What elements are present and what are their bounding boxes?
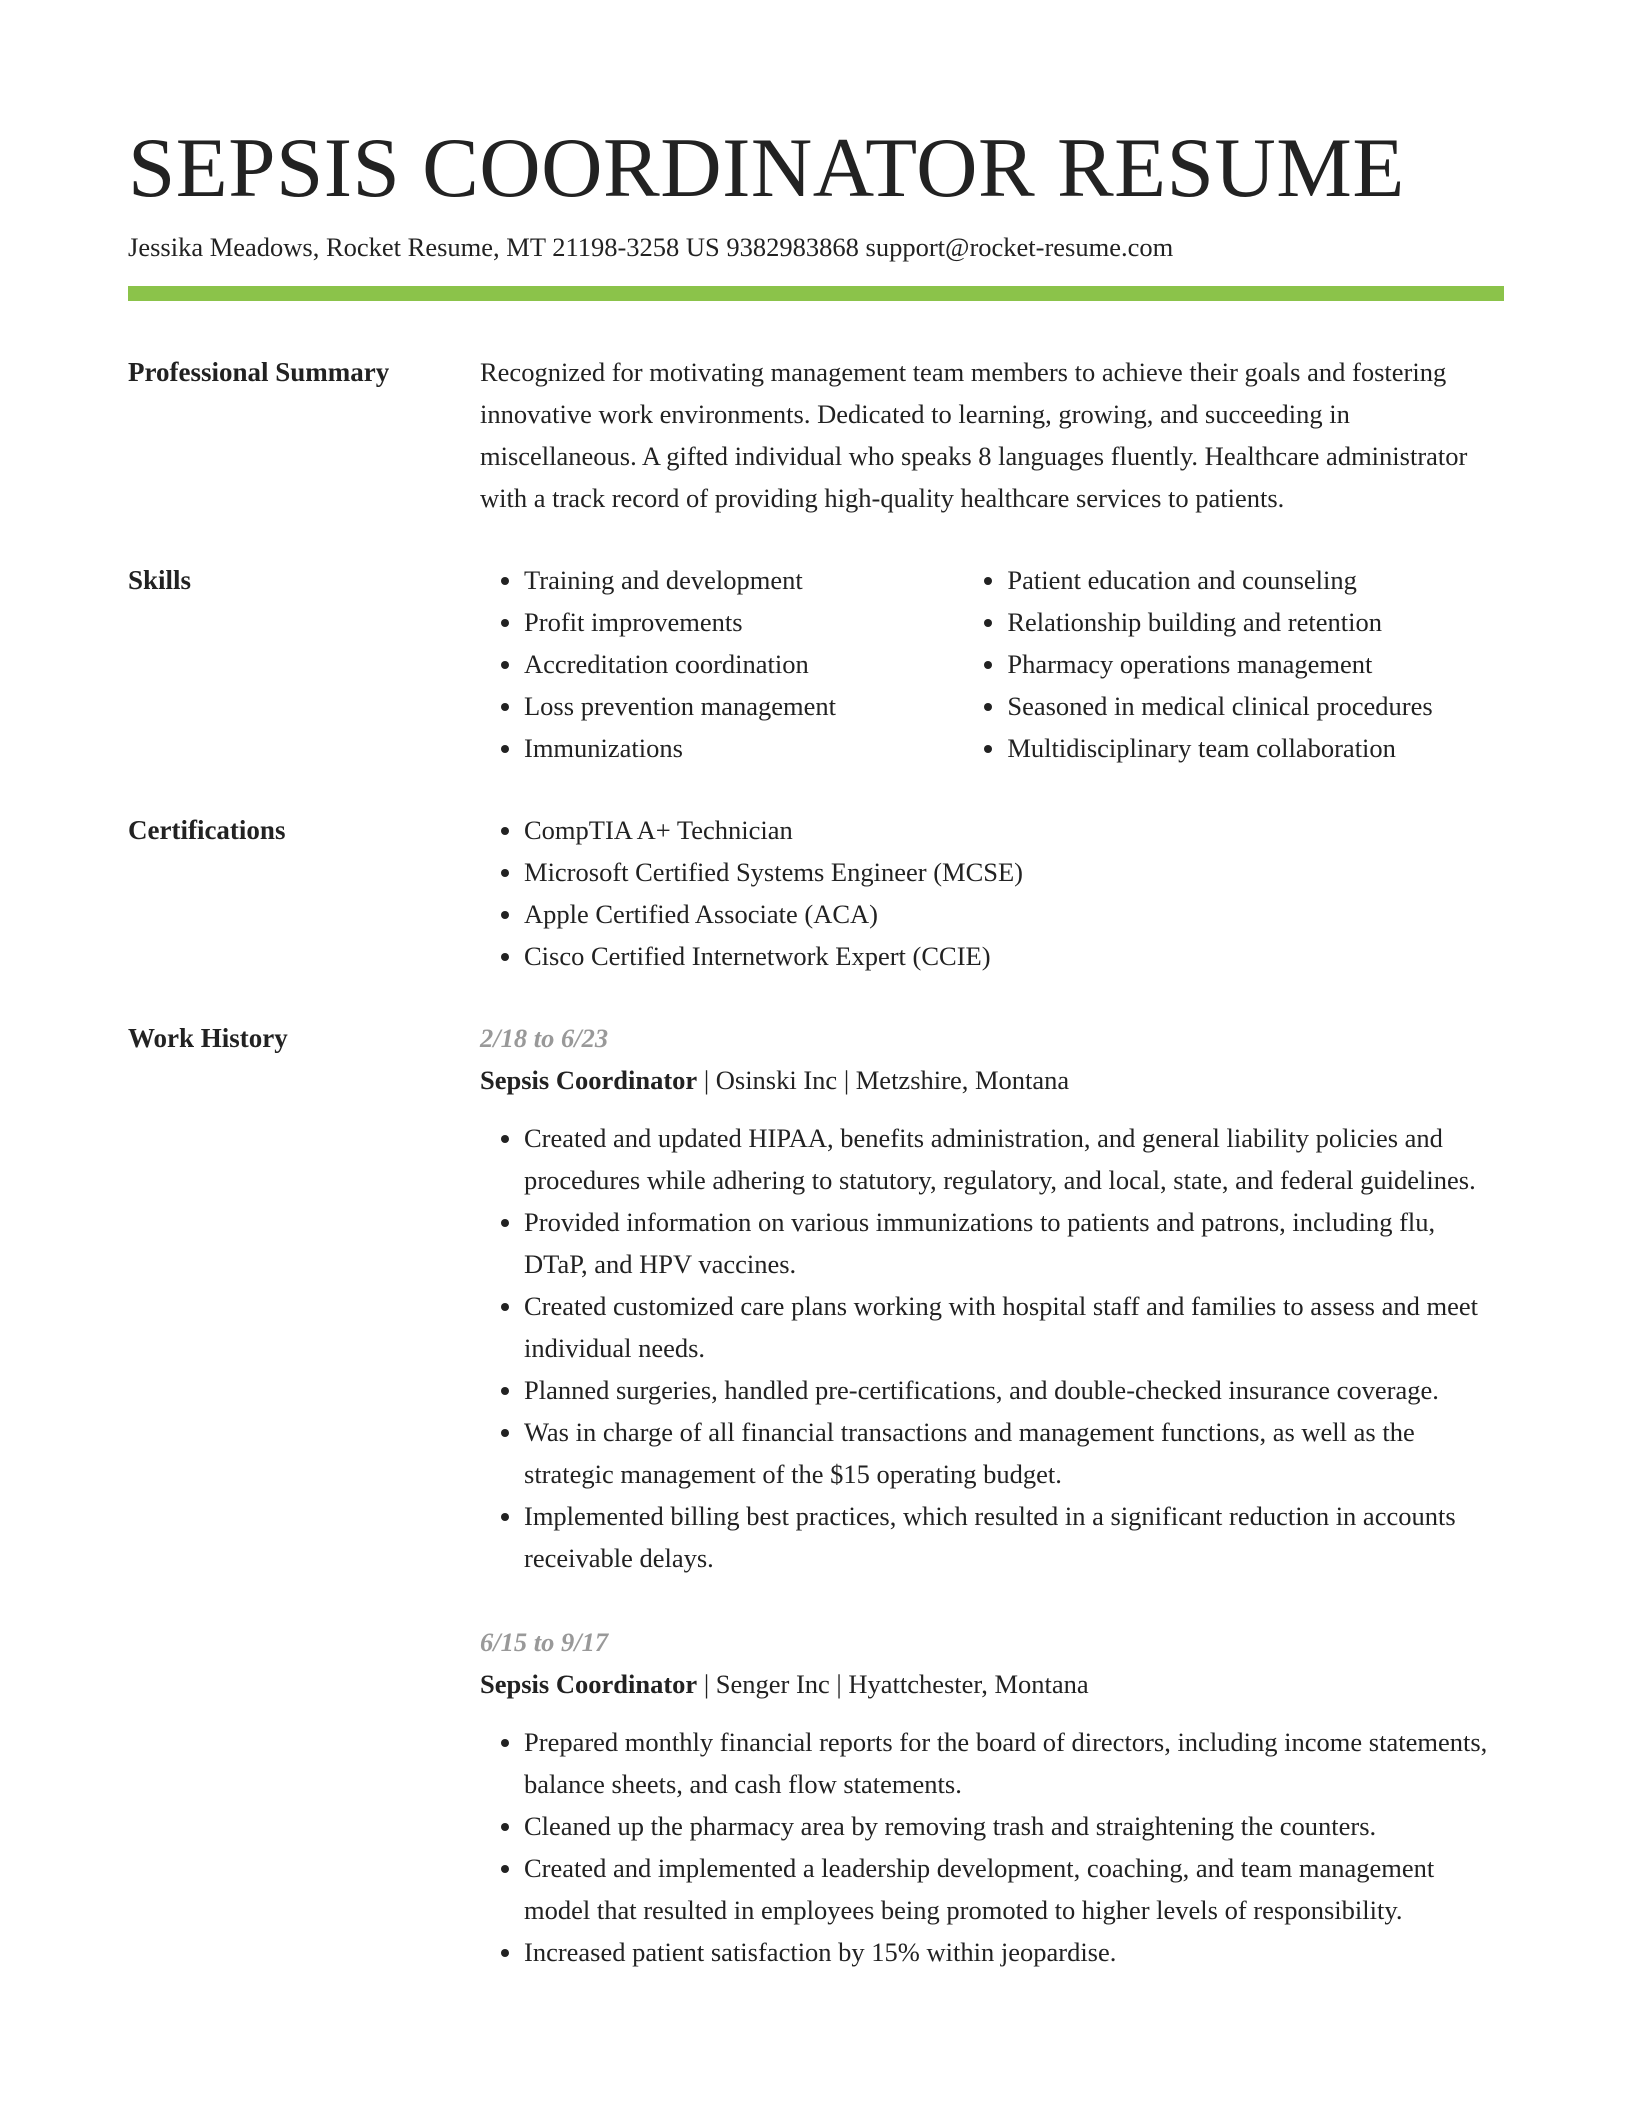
list-item: • Immunizations bbox=[524, 727, 963, 769]
job-heading bbox=[480, 1059, 1504, 1101]
job-details: | Senger Inc | Hyattchester, Montana bbox=[697, 1669, 1089, 1699]
list-item: • Patient education and counseling bbox=[1007, 559, 1504, 601]
accent-divider bbox=[128, 286, 1504, 301]
list-item: • Created customized care plans working with hospital staff and families to assess and meet individual needs. bbox=[524, 1285, 1504, 1369]
list-item: • Was in charge of all financial transactions and management functions, as well as the strategic management of the $15 operating budget. bbox=[524, 1411, 1504, 1495]
list-item: • Seasoned in medical clinical procedures bbox=[1007, 685, 1504, 727]
certifications-list bbox=[480, 809, 1504, 977]
list-item: • Cleaned up the pharmacy area by removing trash and straightening the counters. bbox=[524, 1805, 1504, 1847]
job-dates: 6/15 to 9/17 bbox=[480, 1627, 609, 1657]
summary-text: Recognized for motivating management team members to achieve their goals and fostering innovative work environments. Dedicated to learning, growing, and succeeding in miscellaneous. A gifted individual who speaks 8 languages fluently. Healthcare administrator with a track record of providing high-quality healthcare services to patients. bbox=[480, 357, 1468, 513]
list-item: • Created and implemented a leadership development, coaching, and team management model that resulted in employees being promoted to higher levels of responsibility. bbox=[524, 1847, 1504, 1931]
list-item: • Relationship building and retention bbox=[1007, 601, 1504, 643]
section-label: Work History bbox=[128, 1023, 288, 1053]
resume-title: SEPSIS COORDINATOR RESUME bbox=[128, 121, 1405, 215]
job-title: Sepsis Coordinator bbox=[480, 1065, 698, 1095]
list-item: • CompTIA A+ Technician bbox=[524, 809, 1504, 851]
list-item: • Multidisciplinary team collaboration bbox=[1007, 727, 1504, 769]
certifications-section bbox=[128, 809, 1504, 977]
job-heading bbox=[480, 1663, 1504, 1705]
resume-page bbox=[128, 0, 1504, 2015]
list-item: • Profit improvements bbox=[524, 601, 963, 643]
list-item: • Loss prevention management bbox=[524, 685, 963, 727]
skills-section bbox=[128, 559, 1504, 769]
list-item: • Created and updated HIPAA, benefits administration, and general liability policies and procedures while adhering to statutory, regulatory, and local, state, and federal guidelines. bbox=[524, 1117, 1504, 1201]
work-history-section bbox=[128, 1017, 1504, 2015]
list-item: • Pharmacy operations management bbox=[1007, 643, 1504, 685]
summary-section bbox=[128, 351, 1504, 519]
job-bullets bbox=[480, 1721, 1504, 1973]
list-item: • Prepared monthly financial reports for the board of directors, including income statements, balance sheets, and cash flow statements. bbox=[524, 1721, 1504, 1805]
contact-line: Jessika Meadows, Rocket Resume, MT 21198-3258 US 9382983868 support@rocket-resume.com bbox=[128, 232, 1174, 262]
list-item: • Training and development bbox=[524, 559, 963, 601]
list-item: • Microsoft Certified Systems Engineer (MCSE) bbox=[524, 851, 1504, 893]
job-bullets bbox=[480, 1117, 1504, 1579]
section-label: Professional Summary bbox=[128, 357, 390, 387]
list-item: • Increased patient satisfaction by 15% within jeopardise. bbox=[524, 1931, 1504, 1973]
job-dates: 2/18 to 6/23 bbox=[480, 1023, 609, 1053]
list-item: • Planned surgeries, handled pre-certifications, and double-checked insurance coverage. bbox=[524, 1369, 1504, 1411]
certifications-content bbox=[480, 809, 1504, 977]
job-entry bbox=[480, 1621, 1504, 1973]
summary-content bbox=[480, 351, 1504, 519]
section-label: Skills bbox=[128, 565, 192, 595]
list-item: • Cisco Certified Internetwork Expert (CCIE) bbox=[524, 935, 1504, 977]
skills-list-right bbox=[963, 559, 1504, 769]
list-item: • Implemented billing best practices, which resulted in a significant reduction in accounts receivable delays. bbox=[524, 1495, 1504, 1579]
work-history-content bbox=[480, 1017, 1504, 2015]
list-item: • Apple Certified Associate (ACA) bbox=[524, 893, 1504, 935]
list-item: • Accreditation coordination bbox=[524, 643, 963, 685]
job-entry bbox=[480, 1017, 1504, 1579]
section-label: Certifications bbox=[128, 815, 286, 845]
job-title: Sepsis Coordinator bbox=[480, 1669, 698, 1699]
skills-content bbox=[480, 559, 1504, 769]
list-item: • Provided information on various immunizations to patients and patrons, including flu, DTaP, and HPV vaccines. bbox=[524, 1201, 1504, 1285]
job-details: | Osinski Inc | Metzshire, Montana bbox=[697, 1065, 1070, 1095]
skills-list-left bbox=[480, 559, 963, 769]
